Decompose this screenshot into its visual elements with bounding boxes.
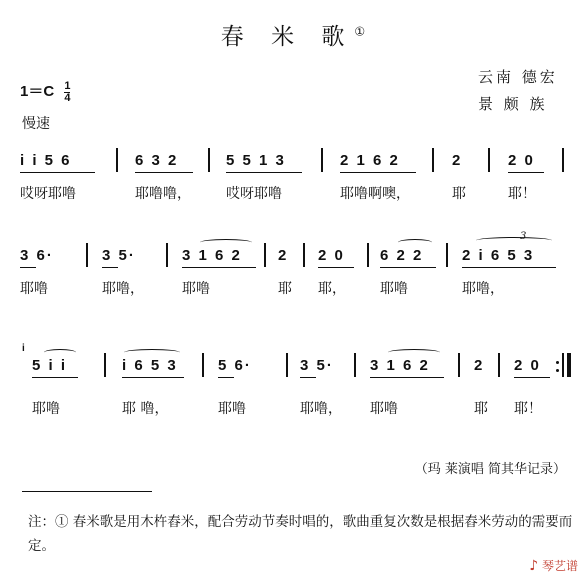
lyric: 耶噜， xyxy=(300,401,342,417)
measure: i 6 5 3 xyxy=(122,357,178,374)
lyric: 耶噜 xyxy=(380,281,408,297)
attribution-ethnicity: 景 颇 族 xyxy=(478,95,548,113)
footnote: 注：① 春米歌是用木杵舂米，配合劳动节奏时唱的，歌曲重复次数是根据舂米劳动的需要而定。 xyxy=(28,514,573,554)
lyric: 哎呀耶噜 xyxy=(20,186,76,202)
lyric: 哎呀耶噜 xyxy=(226,186,282,202)
measure: 5 i i xyxy=(32,357,68,374)
lyric: 耶 噜， xyxy=(122,401,169,417)
measure: 3 5· xyxy=(102,247,136,264)
measure: 5 5 1 3 xyxy=(226,152,286,169)
lyric: 耶噜 xyxy=(218,401,246,417)
lyric: 耶！ xyxy=(514,401,542,417)
measure: 3 6· xyxy=(20,247,54,264)
lyric: 耶 xyxy=(474,401,488,417)
measure: 3 1 6 2 xyxy=(182,247,242,264)
measure: 2 0 xyxy=(318,247,345,264)
lyric: 耶噜 xyxy=(370,401,398,417)
lyric: 耶 xyxy=(452,186,466,202)
time-signature: $\frac{1}{4}$ xyxy=(64,79,71,104)
tempo-marking: 慢速 xyxy=(22,116,50,132)
measure: 2 xyxy=(452,152,463,169)
lyric: 耶噜， xyxy=(102,281,144,297)
lyric: 耶！ xyxy=(508,186,536,202)
triplet-marker: 3 xyxy=(520,231,527,242)
measure: 2 1 6 2 xyxy=(340,152,400,169)
lyric: 耶噜啊噢， xyxy=(340,186,410,202)
measure: 2 0 xyxy=(514,357,541,374)
measure: 3 5· xyxy=(300,357,334,374)
measure: 2 xyxy=(278,247,289,264)
performer-credit: （玛 莱演唱 简其华记录） xyxy=(414,462,566,477)
measure: 6 3 2 xyxy=(135,152,179,169)
attribution-region: 云南 德宏 xyxy=(478,68,558,86)
watermark-logo: ♪ 琴艺谱 xyxy=(529,558,578,574)
footnote-divider xyxy=(22,491,152,492)
song-title: 春 米 歌① xyxy=(220,24,366,50)
lyric: 耶噜 xyxy=(32,401,60,417)
score-line-3 xyxy=(0,343,586,393)
measure: 2 i 6 5 3 xyxy=(462,247,535,264)
score-line-1 xyxy=(0,148,586,188)
lyric: 耶 xyxy=(278,281,292,297)
measure: 2 xyxy=(474,357,485,374)
lyric: 耶， xyxy=(318,281,346,297)
measure: 2 0 xyxy=(508,152,535,169)
grace-note: i xyxy=(22,343,25,354)
lyric: 耶噜 xyxy=(20,281,48,297)
measure: 6 2 2 xyxy=(380,247,424,264)
measure: 5 6· xyxy=(218,357,252,374)
score-line-2 xyxy=(0,231,586,283)
title-footnote-marker: ① xyxy=(354,24,366,39)
lyric: 耶噜， xyxy=(462,281,504,297)
measure: 3 1 6 2 xyxy=(370,357,430,374)
key-signature: 1＝C $\frac{1}{4}$ xyxy=(20,79,71,104)
measure: i i 5 6 xyxy=(20,152,72,169)
lyric: 耶噜噜， xyxy=(135,186,191,202)
lyric: 耶噜 xyxy=(182,281,210,297)
